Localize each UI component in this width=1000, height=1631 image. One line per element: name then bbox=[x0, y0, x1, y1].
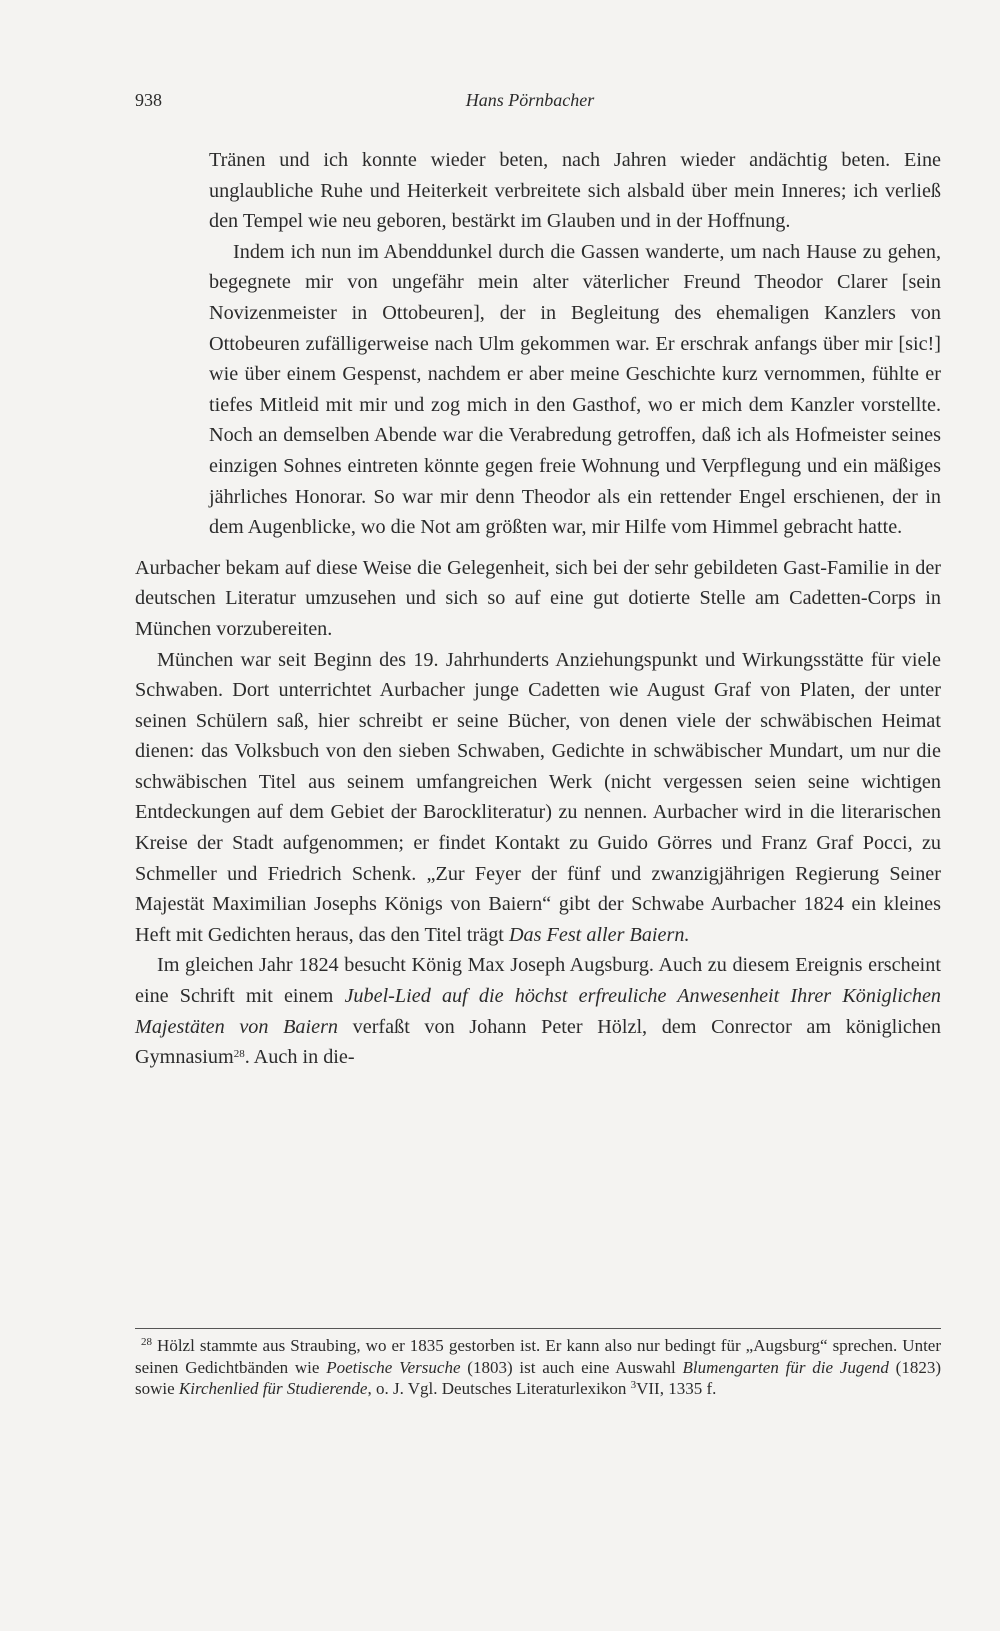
footnote bbox=[135, 1335, 941, 1400]
body-paragraph-text: verfaßt von Johann Peter Hölzl, dem Conrector am königlichen Gymnasium bbox=[135, 1015, 942, 1069]
quote-paragraph: Tränen und ich konnte wieder beten, nach Jahren wieder andächtig beten. Eine unglaubliche Ruhe und Heiterkeit verbreitete sich alsbald über mein Inneres; ich verließ den Tempel wie neu geboren, bestärkt im Glauben und in der Hoffnung. bbox=[209, 149, 941, 233]
footnote-text: (1803) ist auch eine Auswahl bbox=[460, 1357, 683, 1377]
quote-paragraph: Indem ich nun im Abenddunkel durch die Gassen wanderte, um nach Hause zu gehen, begegnete mir von ungefähr mein alter väterlicher Freund Theodor Clarer [sein Novizenmeister in Ottobeuren], der in Begleitung des ehemaligen Kanzlers von Ottobeuren zufälligerweise nach Ulm gekommen war. Er erschrak anfangs über mir [sic!] wie über einem Gespenst, nachdem er aber meine Geschichte kurz vernommen, fühlte er tiefes Mitleid mit mir und zog mich in den Gasthof, wo er mich dem Kanzler vorstellte. Noch an demselben Abende war die Verabredung getroffen, daß ich als Hofmeister seines einzigen Sohnes eintreten könnte gegen freie Wohnung und Verpflegung und ein mäßiges jährliches Honorar. So war mir denn Theodor als ein rettender Engel erschienen, der in dem Augenblicke, wo die Not am größten war, mir Hilfe vom Himmel gebracht hatte. bbox=[209, 240, 941, 539]
main-text bbox=[135, 145, 941, 1073]
footnote-reference[interactable]: 28 bbox=[233, 1048, 245, 1061]
block-quote bbox=[135, 145, 941, 543]
body-paragraph-text: Aurbacher bekam auf diese Weise die Gelegenheit, sich bei der sehr gebildeten Gast-Familie in der deutschen Literatur umzusehen und sich so auf eine gut dotierte Stelle am Cadetten-Corps in München vorzubereiten. bbox=[135, 556, 941, 640]
book-title: Poetische Versuche bbox=[326, 1357, 461, 1377]
footnote-text: Hölzl stammte aus Straubing, wo er 1835 gestorben ist. Er kann also nur bedingt für „Augsburg“ sprechen. Unter seinen Gedichtbänden wie bbox=[135, 1336, 941, 1377]
book-title: Kirchenlied für Studierende bbox=[178, 1379, 368, 1398]
book-title: Blumengarten für die Jugend bbox=[682, 1357, 889, 1377]
body-paragraph bbox=[135, 645, 941, 951]
body-paragraph-text: . Auch in die- bbox=[244, 1046, 355, 1069]
page-number: 938 bbox=[135, 90, 162, 110]
body-paragraph-text: Im gleichen Jahr 1824 besucht König Max Joseph Augsburg. Auch zu diesem Ereignis erscheint eine Schrift mit einem bbox=[135, 954, 941, 1008]
running-head: Hans Pörnbacher bbox=[465, 90, 595, 110]
book-title: Jubel-Lied auf die höchst erfreuliche Anwesenheit Ihrer Königlichen Majestäten von Baiern bbox=[135, 985, 941, 1038]
book-title: Das Fest aller Baiern. bbox=[508, 923, 690, 946]
footnotes bbox=[135, 1335, 941, 1400]
footnote-text: (1823) sowie bbox=[135, 1357, 941, 1398]
body-paragraph bbox=[135, 950, 941, 1072]
footnote-text: , o. J. Vgl. Deutsches Literaturlexikon bbox=[367, 1379, 631, 1398]
page-header bbox=[135, 90, 925, 120]
footnote-number: 28 bbox=[141, 1336, 152, 1348]
body-paragraph bbox=[135, 553, 941, 645]
edition-number: 3 bbox=[630, 1379, 637, 1391]
footnote-divider bbox=[135, 1328, 941, 1329]
body-paragraph-text: München war seit Beginn des 19. Jahrhunderts Anziehungspunkt und Wirkungsstätte für viele Schwaben. Dort unterrichtet Aurbacher junge Cadetten wie August Graf von Platen, der unter seinen Schülern saß, hier schreibt er seine Bücher, von denen viele der schwäbischen Heimat dienen: das Volksbuch von den sieben Schwaben, Gedichte in schwäbischer Mundart, um nur die schwäbischen Titel aus seinem umfangreichen Werk (nicht vergessen seien seine wichtigen Entdeckungen auf dem Gebiet der Barockliteratur) zu nennen. Aurbacher wird in die literarischen Kreise der Stadt aufgenommen; er findet Kontakt zu Guido Görres und Franz Graf Pocci, zu Schmeller und Friedrich Schenk. „Zur Feyer der fünf und zwanzigjährigen Regierung Seiner Majestät Maximilian Josephs Königs von Baiern“ gibt der Schwabe Aurbacher 1824 ein kleines Heft mit Gedichten heraus, das den Titel trägt bbox=[135, 648, 941, 946]
footnote-text: VII, 1335 f. bbox=[636, 1379, 717, 1398]
